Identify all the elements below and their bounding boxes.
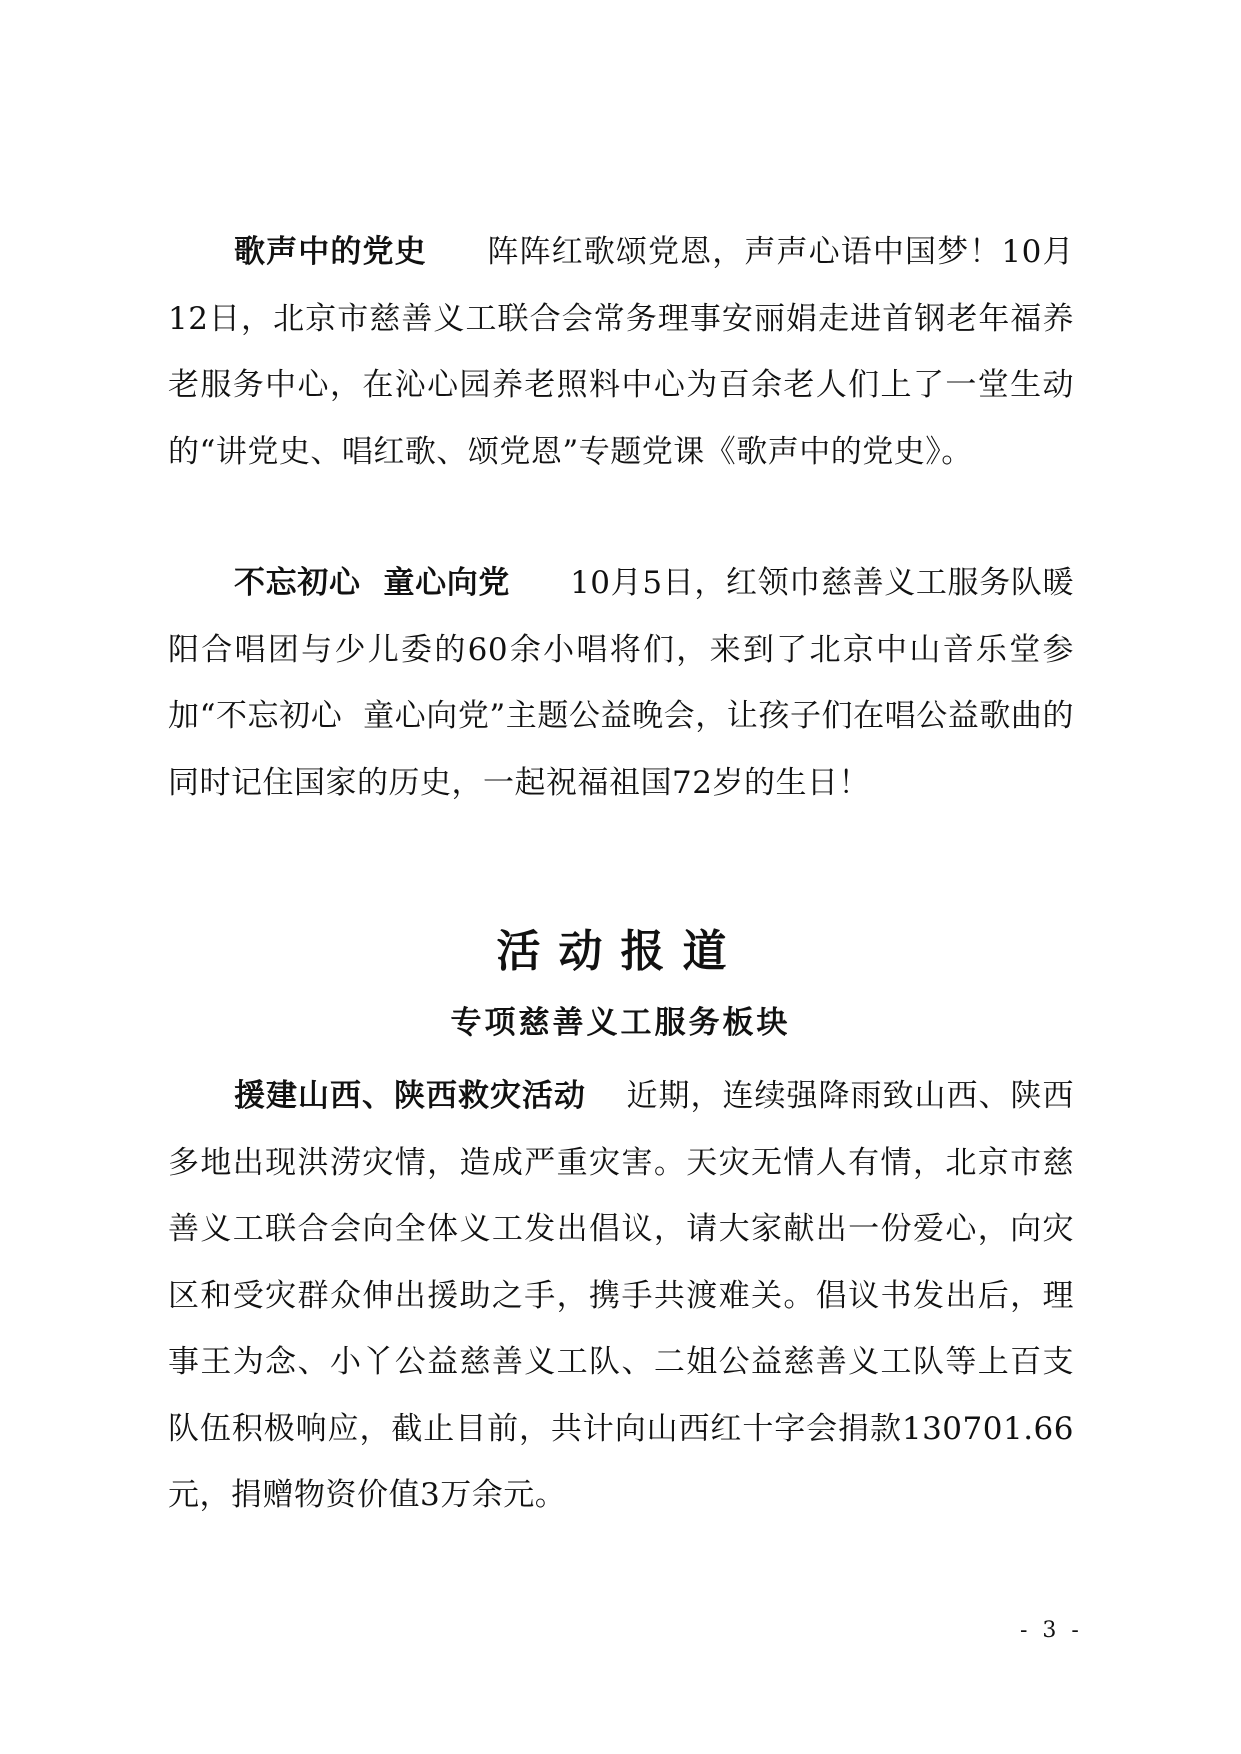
paragraph-lead: 援建山西、陕西救灾活动 (234, 1078, 586, 1114)
paragraph-text: 10月5日，红领巾慈善义工服务队暖阳合唱团与少儿委的60余小唱将们，来到了北京中山音乐堂参加“不忘初心 童心向党”主题公益晚会，让孩子们在唱公益歌曲的同时记住国家的历史，一起祝福祖国72岁的生日！ (168, 565, 1074, 801)
paragraph-text: 近期，连续强降雨致山西、陕西多地出现洪涝灾情，造成严重灾害。天灾无情人有情，北京市慈善义工联合会向全体义工发出倡议，请大家献出一份爱心，向灾区和受灾群众伸出援助之手，携手共渡难关。倡议书发出后，理事王为念、小丫公益慈善义工队、二姐公益慈善义工队等上百支队伍积极响应，截止目前，共计向山西红十字会捐款130701.66元，捐赠物资价值3万余元。 (168, 1078, 1074, 1513)
paragraph-lead: 歌声中的党史 (234, 234, 427, 270)
section-title: 活动报道 (496, 926, 745, 977)
section-subtitle: 专项慈善义工服务板块 (450, 1005, 791, 1041)
paragraph-party-history-songs (168, 219, 1074, 485)
paragraph-lead: 不忘初心 童心向党 (234, 565, 511, 601)
page-number: - 3 - (1020, 1618, 1083, 1643)
paragraph-original-aspiration (168, 550, 1074, 816)
paragraph-disaster-relief (168, 1063, 1074, 1529)
paragraph-text: 阵阵红歌颂党恩，声声心语中国梦！10月12日，北京市慈善义工联合会常务理事安丽娟走进首钢老年福养老服务中心，在沁心园养老照料中心为百余老人们上了一堂生动的“讲党史、唱红歌、颂党恩”专题党课《歌声中的党史》。 (168, 234, 1074, 470)
